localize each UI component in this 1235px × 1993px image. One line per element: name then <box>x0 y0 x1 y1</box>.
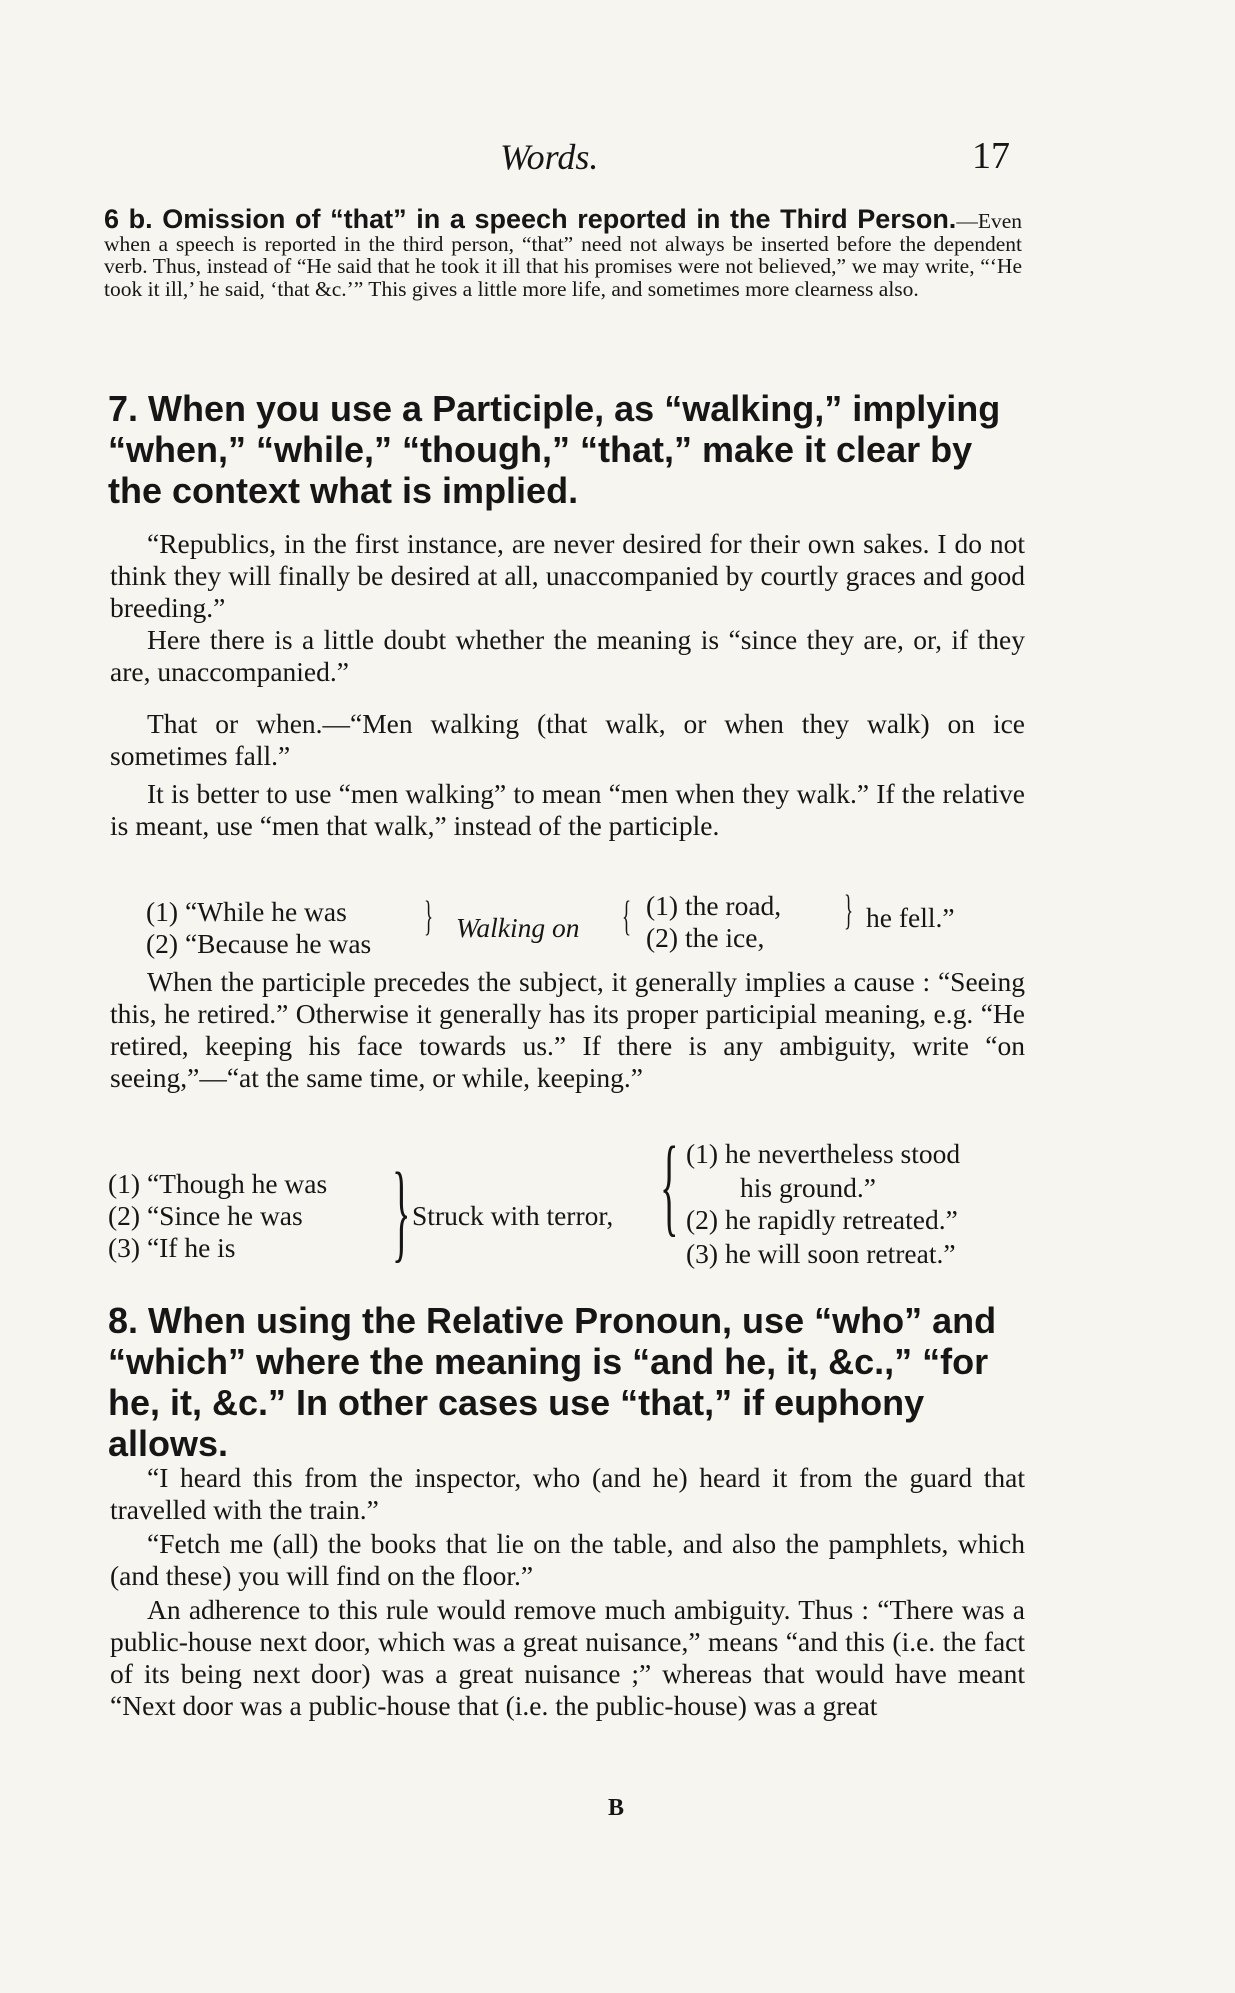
brace-symbol: { <box>660 1124 679 1246</box>
table-row-right-2: (2) the ice, <box>646 922 765 953</box>
section-8-paragraph-1 <box>110 1462 1025 1526</box>
paragraph-text: It is better to use “men walking” to mean “men when they walk.” If the relative is meant, use “men that walk,” instead of the participle. <box>110 778 1025 841</box>
table-row-right-2: (2) he rapidly retreated.” <box>686 1204 958 1235</box>
table-row-right-1b: his ground.” <box>740 1172 876 1203</box>
table-middle: Struck with terror, <box>412 1200 614 1231</box>
section-7-paragraph-2 <box>110 624 1025 688</box>
table-row-left-2: (2) “Because he was <box>146 928 372 959</box>
table-row-right-1: (1) the road, <box>646 890 782 921</box>
section-6b <box>104 204 1022 301</box>
section-7-paragraph-5 <box>110 966 1025 1094</box>
section-8-paragraph-2 <box>110 1528 1025 1592</box>
section-6b-heading: 6 b. Omission of “that” in a speech reported in the Third Person. <box>104 204 957 234</box>
paragraph-text: “I heard this from the inspector, who (and he) heard it from the guard that travelled with the train.” <box>110 1462 1025 1525</box>
section-8-heading: 8. When using the Relative Pronoun, use “who” and “which” where the meaning is “and he, it, &c.,” “for he, it, &c.” In other cases use “that,” if euphony allows. <box>108 1300 997 1464</box>
brace-symbol: } <box>424 894 434 940</box>
section-7-paragraph-4 <box>110 778 1025 842</box>
table-row-right-1a: (1) he nevertheless stood <box>686 1138 961 1169</box>
brace-symbol: { <box>622 894 632 940</box>
section-6b-body: —Even when a speech is reported in the third person, “that” need not always be inserted before the dependent verb. Thus, instead of “He said that he took it ill that his promises were not believed,” we may write, “‘He took it ill,’ he said, ‘that &c.’” This gives a little more life, and sometimes more clearness also. <box>104 209 1022 301</box>
table-row-left-1: (1) “While he was <box>146 896 347 927</box>
section-8-paragraph-3 <box>110 1594 1025 1722</box>
table-end: he fell.” <box>866 902 955 933</box>
table-row-left-3: (3) “If he is <box>108 1232 236 1263</box>
table-middle: Walking on <box>456 912 580 943</box>
section-7-paragraph-1 <box>110 528 1025 624</box>
paragraph-text: An adherence to this rule would remove much ambiguity. Thus : “There was a public-house next door, which was a great nuisance,” means “and this (i.e. the fact of its being next door) was a great nuisance ;” whereas that would have meant “Next door was a public-house that (i.e. the public-house) was a great <box>110 1594 1025 1721</box>
paragraph-text: When the participle precedes the subject, it generally implies a cause : “Seeing this, he retired.” Otherwise it generally has its proper participial meaning, e.g. “He retired, keeping his face towards us.” If there is any ambiguity, write “on seeing,”—“at the same time, or while, keeping.” <box>110 966 1025 1093</box>
table-row-left-1: (1) “Though he was <box>108 1168 328 1199</box>
running-header: Words. <box>500 137 599 177</box>
page-number: 17 <box>972 135 1010 177</box>
table-row-right-3: (3) he will soon retreat.” <box>686 1238 956 1269</box>
section-7-heading: 7. When you use a Participle, as “walking,” implying “when,” “while,” “though,” “that,” make it clear by the context what is implied. <box>108 388 1001 511</box>
signature-mark: B <box>608 1795 625 1821</box>
brace-symbol: } <box>844 888 854 934</box>
paragraph-text: “Fetch me (all) the books that lie on the table, and also the pamphlets, which (and these) you will find on the floor.” <box>110 1528 1025 1591</box>
section-7-paragraph-3 <box>110 708 1025 772</box>
paragraph-text: That or when.—“Men walking (that walk, or when they walk) on ice sometimes fall.” <box>110 708 1025 771</box>
paragraph-text: Here there is a little doubt whether the meaning is “since they are, or, if they are, unaccompanied.” <box>110 624 1025 687</box>
table-row-left-2: (2) “Since he was <box>108 1200 303 1231</box>
paragraph-text: “Republics, in the first instance, are never desired for their own sakes. I do not think they will finally be desired at all, unaccompanied by courtly graces and good breeding.” <box>110 528 1025 623</box>
brace-symbol: } <box>392 1150 411 1272</box>
